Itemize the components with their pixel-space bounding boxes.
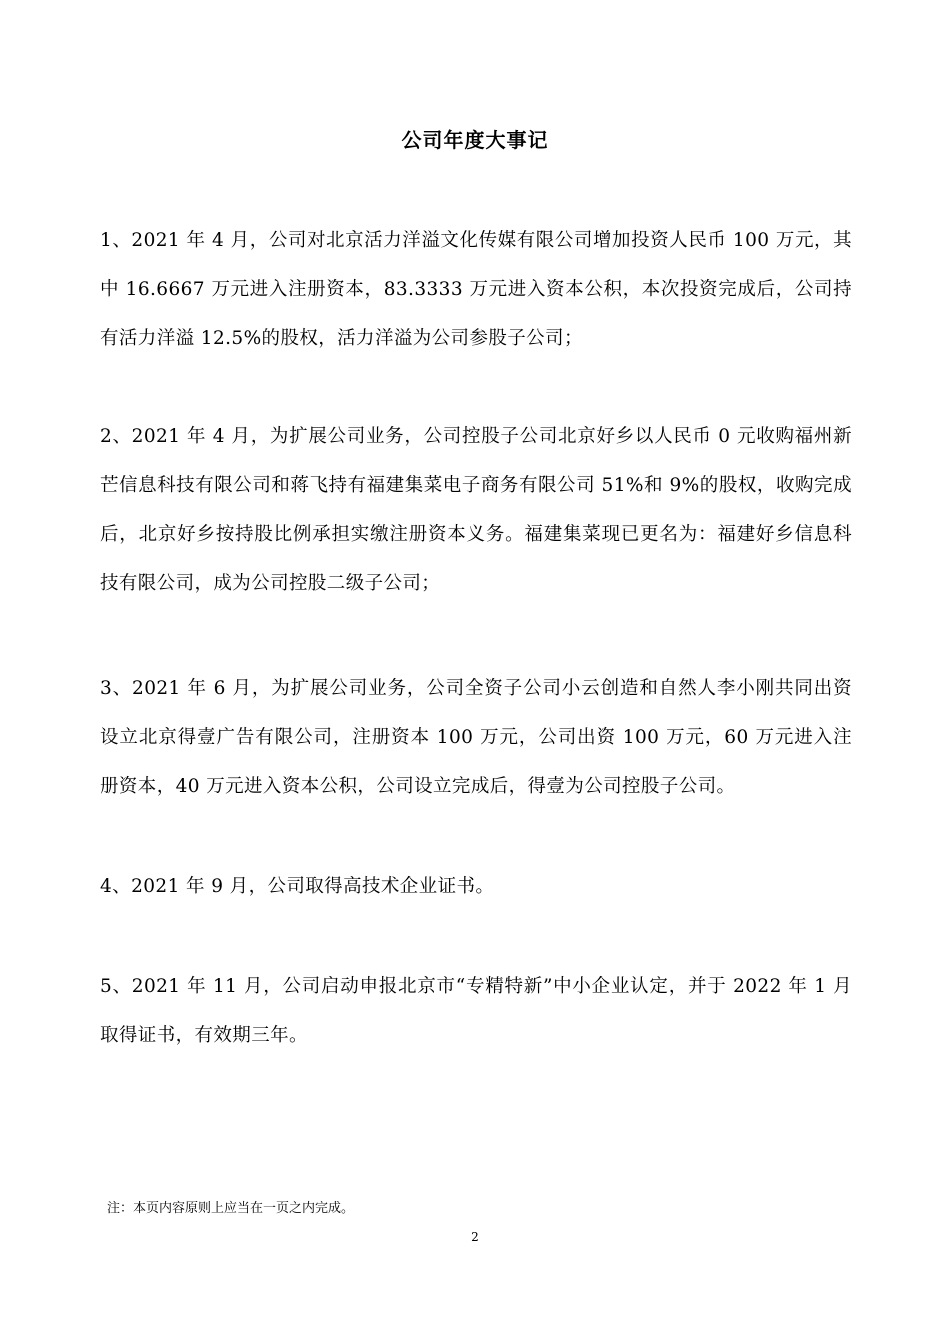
page-number: 2 <box>471 1230 479 1244</box>
event-item-1: 1、2021 年 4 月，公司对北京活力洋溢文化传媒有限公司增加投资人民币 100 万元，其中 16.6667 万元进入注册资本，83.3333 万元进入资本公积，本次投资完成后，公司持有活力洋溢 12.5%的股权，活力洋溢为公司参股子公司； <box>100 230 852 349</box>
page-title: 公司年度大事记 <box>401 128 549 152</box>
event-item-5: 5、2021 年 11 月，公司启动申报北京市“专精特新”中小企业认定，并于 2022 年 1 月取得证书，有效期三年。 <box>100 976 852 1046</box>
footnote: 注：本页内容原则上应当在一页之内完成。 <box>107 1201 355 1216</box>
event-item-4: 4、2021 年 9 月，公司取得高技术企业证书。 <box>100 876 495 897</box>
event-item-2: 2、2021 年 4 月，为扩展公司业务，公司控股子公司北京好乡以人民币 0 元收购福州新芒信息科技有限公司和蒋飞持有福建集菜电子商务有限公司 51%和 9%的股权，收购完成后，北京好乡按持股比例承担实缴注册资本义务。福建集菜现已更名为：福建好乡信息科技有限公司，成为公司控股二级子公司； <box>100 426 852 594</box>
event-item-3: 3、2021 年 6 月，为扩展公司业务，公司全资子公司小云创造和自然人李小刚共同出资设立北京得壹广告有限公司，注册资本 100 万元，公司出资 100 万元，60 万元进入注册资本，40 万元进入资本公积，公司设立完成后，得壹为公司控股子公司。 <box>100 678 852 797</box>
